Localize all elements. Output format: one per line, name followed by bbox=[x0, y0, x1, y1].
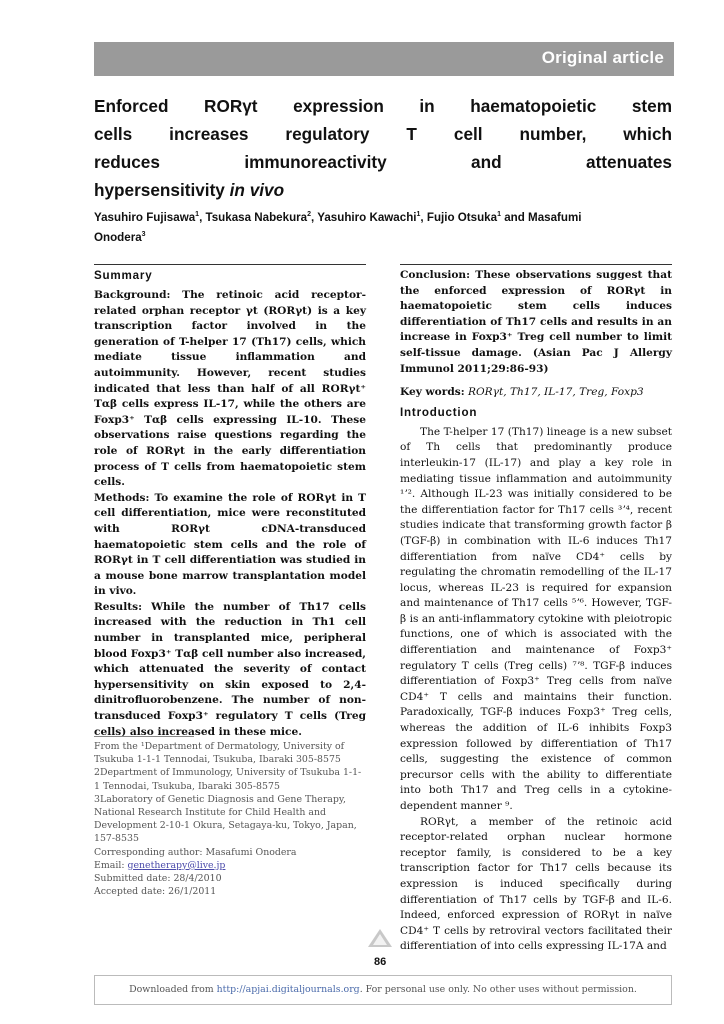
affiliation-divider bbox=[94, 736, 194, 737]
title-line-4 bbox=[94, 176, 672, 204]
author-2: Tsukasa Nabekura bbox=[205, 211, 308, 224]
affiliations bbox=[94, 740, 366, 898]
download-footer bbox=[94, 975, 672, 1005]
left-column bbox=[94, 264, 366, 740]
summary-heading: Summary bbox=[94, 269, 153, 282]
title-line-1: Enforced RORγt expression in haematopoietic stem bbox=[94, 96, 672, 116]
title-italic: in vivo bbox=[229, 180, 285, 200]
corresponding-author: Corresponding author: Masafumi Onodera bbox=[94, 846, 297, 858]
title-line-2: cells increases regulatory T cell number, which bbox=[94, 124, 672, 144]
author-1-affil: 1 bbox=[195, 211, 200, 219]
author-5-affil: 3 bbox=[141, 231, 146, 239]
keywords-text: RORγt, Th17, IL-17, Treg, Foxp3 bbox=[467, 386, 644, 399]
keywords-label: Key words: bbox=[400, 386, 465, 399]
affiliation-3: 3Laboratory of Genetic Diagnosis and Gene Therapy, National Research Institute for Child Health and Development 2-10-1 Okura, Setagaya-ku, Tokyo, Japan, 157-8535 bbox=[94, 793, 357, 845]
journal-logo-icon bbox=[367, 928, 393, 948]
intro-paragraph-2: RORγt, a member of the retinoic acid receptor-related orphan nuclear hormone receptor family, is considered to be a key transcription factor for Th17 cells because its expression is induced specifically during differentiation of Th17 cells by TGF-β and IL-6. Indeed, enforced expression of RORγt in naïve CD4⁺ T cells by retroviral vectors facilitated their differentiation of into cells expressing IL-17A and bbox=[400, 815, 672, 953]
affiliation-2: 2Department of Immunology, University of Tsukuba 1-1-1 Tennodai, Tsukuba, Ibaraki 305-8575 bbox=[94, 767, 362, 792]
article-type-label: Original article bbox=[541, 48, 664, 67]
email-label: Email: bbox=[94, 859, 128, 871]
summary-results: Results: While the number of Th17 cells increased with the reduction in Th1 cell number in transplanted mice, peripheral blood Foxp3⁺ Tαβ cell number also increased, which attenuated the severity of contact hypersensitivity on skin exposed to 2,4-dinitrofluorobenzene. The number of non-transduced Foxp3⁺ regulatory T cells (Treg cells) also increased in these mice. bbox=[94, 600, 366, 738]
author-4: Fujio Otsuka bbox=[426, 211, 498, 224]
page-number: 86 bbox=[374, 956, 387, 968]
intro-paragraph-1: The T-helper 17 (Th17) lineage is a new subset of Th cells that predominantly produce interleukin-17 (IL-17) and play a key role in mediating tissue inflammation and autoimmunity ¹ʼ². Although IL-23 was initially considered to be the differentiation factor for Th17 cells ³ʼ⁴, recent studies indicate that transforming growth factor β (TGF-β) in combination with IL-6 induces Th17 differentiation from naïve CD4⁺ cells by regulating the chromatin remodelling of the IL-17 locus, whereas IL-23 is required for expansion and maintenance of Th17 cells ⁵ʼ⁶. However, TGF-β is an anti-inflammatory cytokine with pleiotropic functions, one of which is associated with the differentiation and maintenance of Foxp3⁺ regulatory T cells (Treg cells) ⁷ʼ⁸. TGF-β induces differentiation of Foxp3⁺ Treg cells from naïve CD4⁺ T cells and maintains their function. Paradoxically, TGF-β induces Foxp3⁺ Treg cells, whereas the addition of IL-6 inhibits Foxp3 expression followed by differentiation of Th17 cells, suggesting the existence of common precursor cells with the ability to differentiate into both Th17 and Treg cells in a cytokine-dependent manner ⁹. bbox=[400, 425, 672, 812]
title-line-3: reduces immunoreactivity and attenuates bbox=[94, 152, 672, 172]
introduction-heading: Introduction bbox=[400, 405, 478, 419]
email-link[interactable]: genetherapy@live.jp bbox=[127, 859, 226, 871]
article-title bbox=[94, 92, 672, 204]
summary-background: Background: The retinoic acid receptor-related orphan receptor γt (RORγt) is a key transcription factor involved in the generation of T-helper 17 (Th17) cells, which mediate tissue inflammation and autoimmunity. However, recent studies indicated that less than half of all RORγt⁺ Tαβ cells express IL-17, while the others are Foxp3⁺ Tαβ cells expressing IL-10. These observations raise questions regarding the role of RORγt in the early differentiation process of T cells from haematopoietic stem cells. bbox=[94, 289, 366, 489]
author-1: Yasuhiro Fujisawa bbox=[94, 211, 196, 224]
email-line bbox=[94, 859, 366, 872]
author-3: Yasuhiro Kawachi bbox=[317, 211, 417, 224]
author-list: Yasuhiro Fujisawa$^1$, Tsukasa Nabekura$^2$, Yasuhiro Kawachi$^1$, Fujio Otsuka$^1$ and Masafumi Onodera$^3$ bbox=[94, 211, 582, 244]
footer-link[interactable]: http://apjai.digitaljournals.org bbox=[216, 984, 360, 995]
affiliation-1: From the ¹Department of Dermatology, University of Tsukuba 1-1-1 Tennodai, Tsukuba, Ibaraki 305-8575 bbox=[94, 741, 345, 766]
author-and: and Masafumi bbox=[504, 211, 582, 224]
footer-suffix: . For personal use only. No other uses without permission. bbox=[359, 984, 637, 995]
summary-methods: Methods: To examine the role of RORγt in T cell differentiation, mice were reconstituted with RORγt cDNA-transduced haematopoietic stem cells and the role of RORγt in T cell differentiation was studied in a mouse bone marrow transplantation model in vivo. bbox=[94, 491, 366, 598]
article-type-banner bbox=[94, 42, 674, 76]
right-column-divider bbox=[400, 264, 672, 265]
author-2-affil: 2 bbox=[307, 211, 312, 219]
keywords bbox=[400, 385, 672, 401]
accepted-date: Accepted date: 26/1/2011 bbox=[94, 886, 217, 898]
author-4-affil: 1 bbox=[497, 211, 501, 219]
footer-prefix: Downloaded from bbox=[129, 984, 217, 995]
author-5: Onodera bbox=[94, 231, 142, 244]
author-3-affil: 1 bbox=[416, 211, 421, 219]
title-line-4-text: hypersensitivity bbox=[94, 180, 225, 200]
right-column bbox=[400, 268, 672, 955]
summary-conclusion: Conclusion: These observations suggest that the enforced expression of RORγt in haematopoietic stem cells induces differentiation of Th17 cells and results in an increase in Foxp3⁺ Treg cell number to limit self-tissue damage. (Asian Pac J Allergy Immunol 2011;29:86-93) bbox=[400, 269, 672, 375]
submitted-date: Submitted date: 28/4/2010 bbox=[94, 873, 222, 885]
